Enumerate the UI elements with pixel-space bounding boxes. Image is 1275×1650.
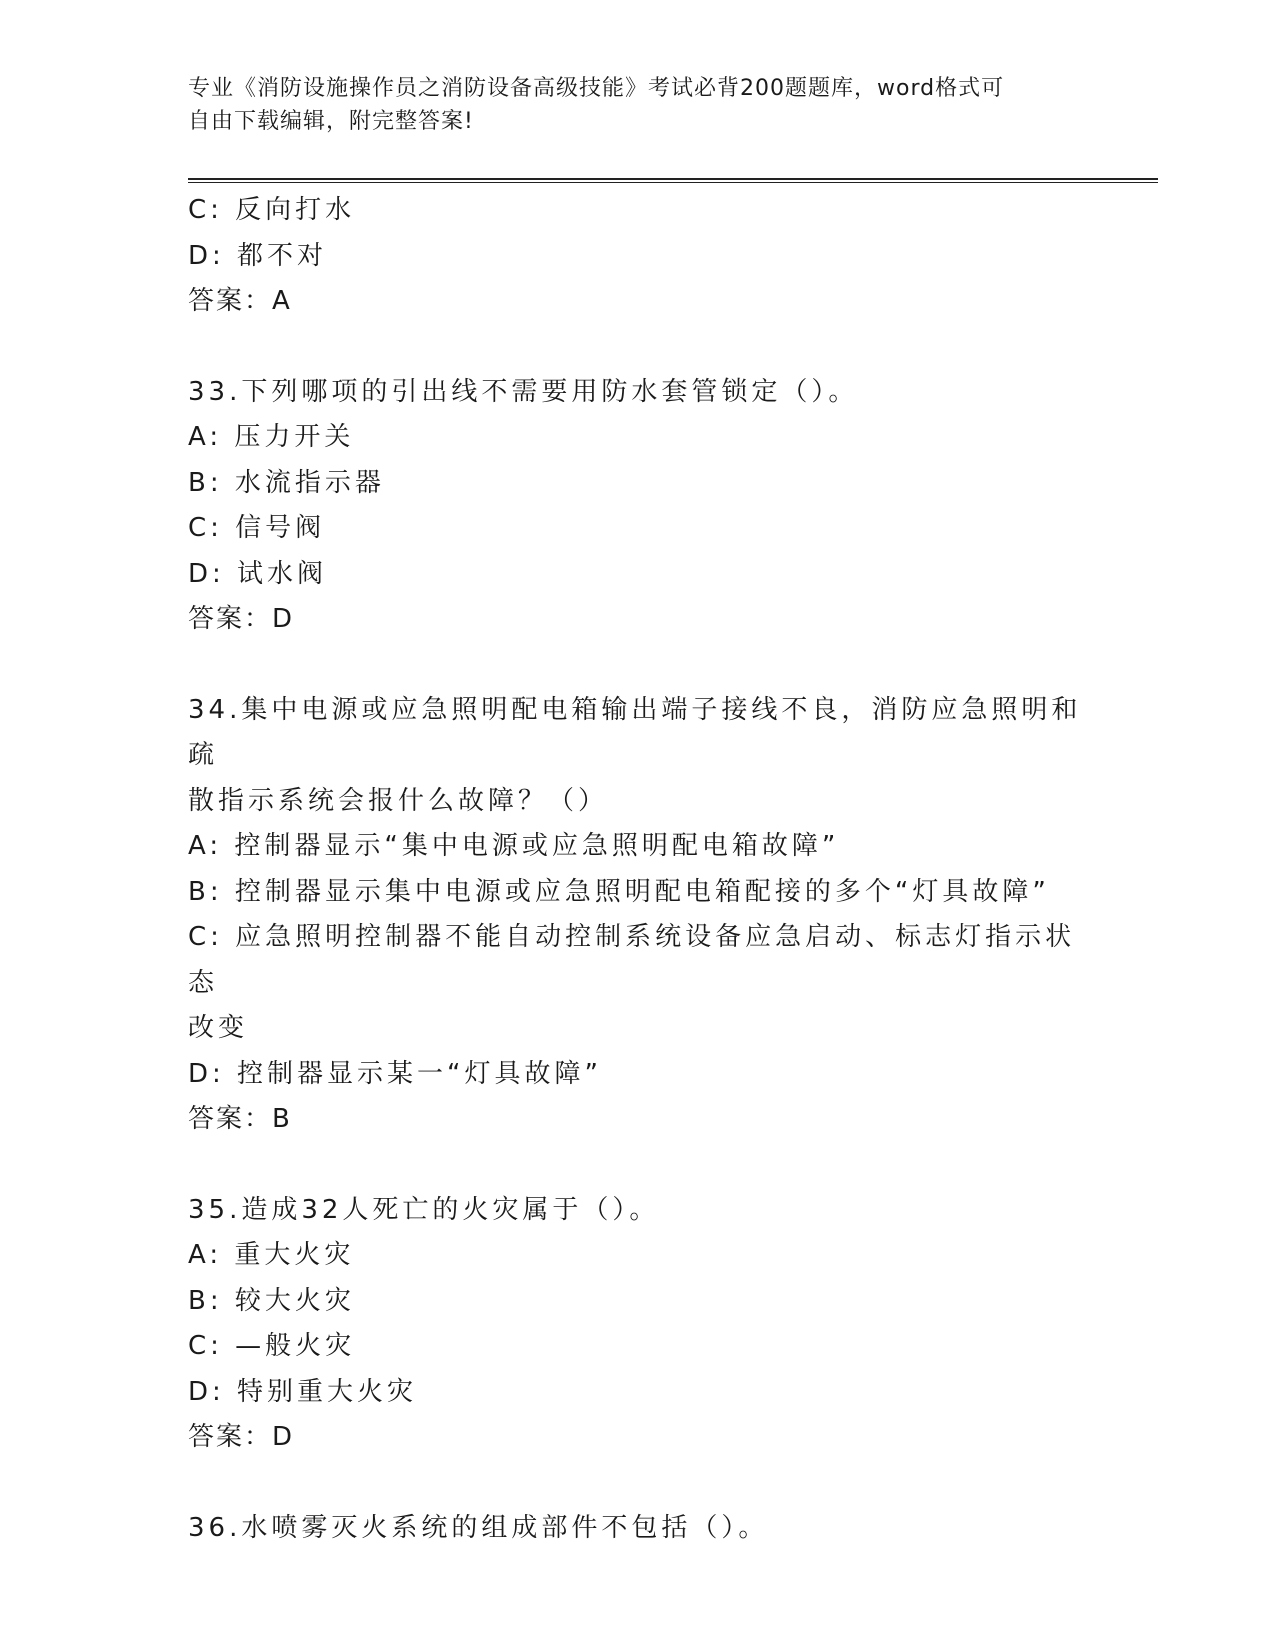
option-a: A: 压力开关 <box>188 422 355 452</box>
answer: 答案：B <box>188 1104 292 1134</box>
question-stem: 34.集中电源或应急照明配电箱输出端子接线不良，消防应急照明和疏 <box>188 694 1082 770</box>
option-c: C: 信号阀 <box>188 513 326 543</box>
option-a: A: 重大火灾 <box>188 1240 355 1270</box>
header-divider-thick <box>188 178 1158 180</box>
header-divider-thin <box>188 182 1158 183</box>
question-34 <box>188 688 1088 1143</box>
option-c-cont: 改变 <box>188 1013 249 1043</box>
question-list <box>188 188 1088 1551</box>
option-b: B: 水流指示器 <box>188 467 385 498</box>
answer: 答案：A <box>188 286 292 316</box>
option-b: B: 较大火灾 <box>188 1285 355 1316</box>
question-35 <box>188 1188 1088 1461</box>
header-line-1: 专业《消防设施操作员之消防设备高级技能》考试必背200题题库，word格式可 <box>188 76 1005 101</box>
option-c: C: 反向打水 <box>188 195 356 225</box>
option-d: D: 特别重大火灾 <box>188 1376 418 1407</box>
question-stem: 35.造成32人死亡的火灾属于（）。 <box>188 1194 660 1225</box>
answer: 答案：D <box>188 604 295 634</box>
option-a: A: 控制器显示“集中电源或应急照明配电箱故障” <box>188 831 840 861</box>
question-stem: 36.水喷雾灭火系统的组成部件不包括（）。 <box>188 1512 769 1543</box>
partial-question <box>188 188 1088 325</box>
option-b: B: 控制器显示集中电源或应急照明配电箱配接的多个“灯具故障” <box>188 876 1050 907</box>
answer: 答案：D <box>188 1422 295 1452</box>
header-line-2: 自由下载编辑，附完整答案! <box>188 109 474 134</box>
option-d: D: 试水阀 <box>188 558 328 589</box>
question-36 <box>188 1506 1088 1552</box>
option-c: C: —般火灾 <box>188 1331 356 1361</box>
question-stem-cont: 散指示系统会报什么故障？（） <box>188 785 609 816</box>
option-c: C: 应急照明控制器不能自动控制系统设备应急启动、标志灯指示状态 <box>188 922 1076 998</box>
question-33 <box>188 370 1088 643</box>
option-d: D: 控制器显示某一“灯具故障” <box>188 1058 602 1089</box>
page-header <box>188 72 1088 138</box>
option-d: D: 都不对 <box>188 240 328 271</box>
question-stem: 33.下列哪项的引出线不需要用防水套管锁定（）。 <box>188 376 859 407</box>
